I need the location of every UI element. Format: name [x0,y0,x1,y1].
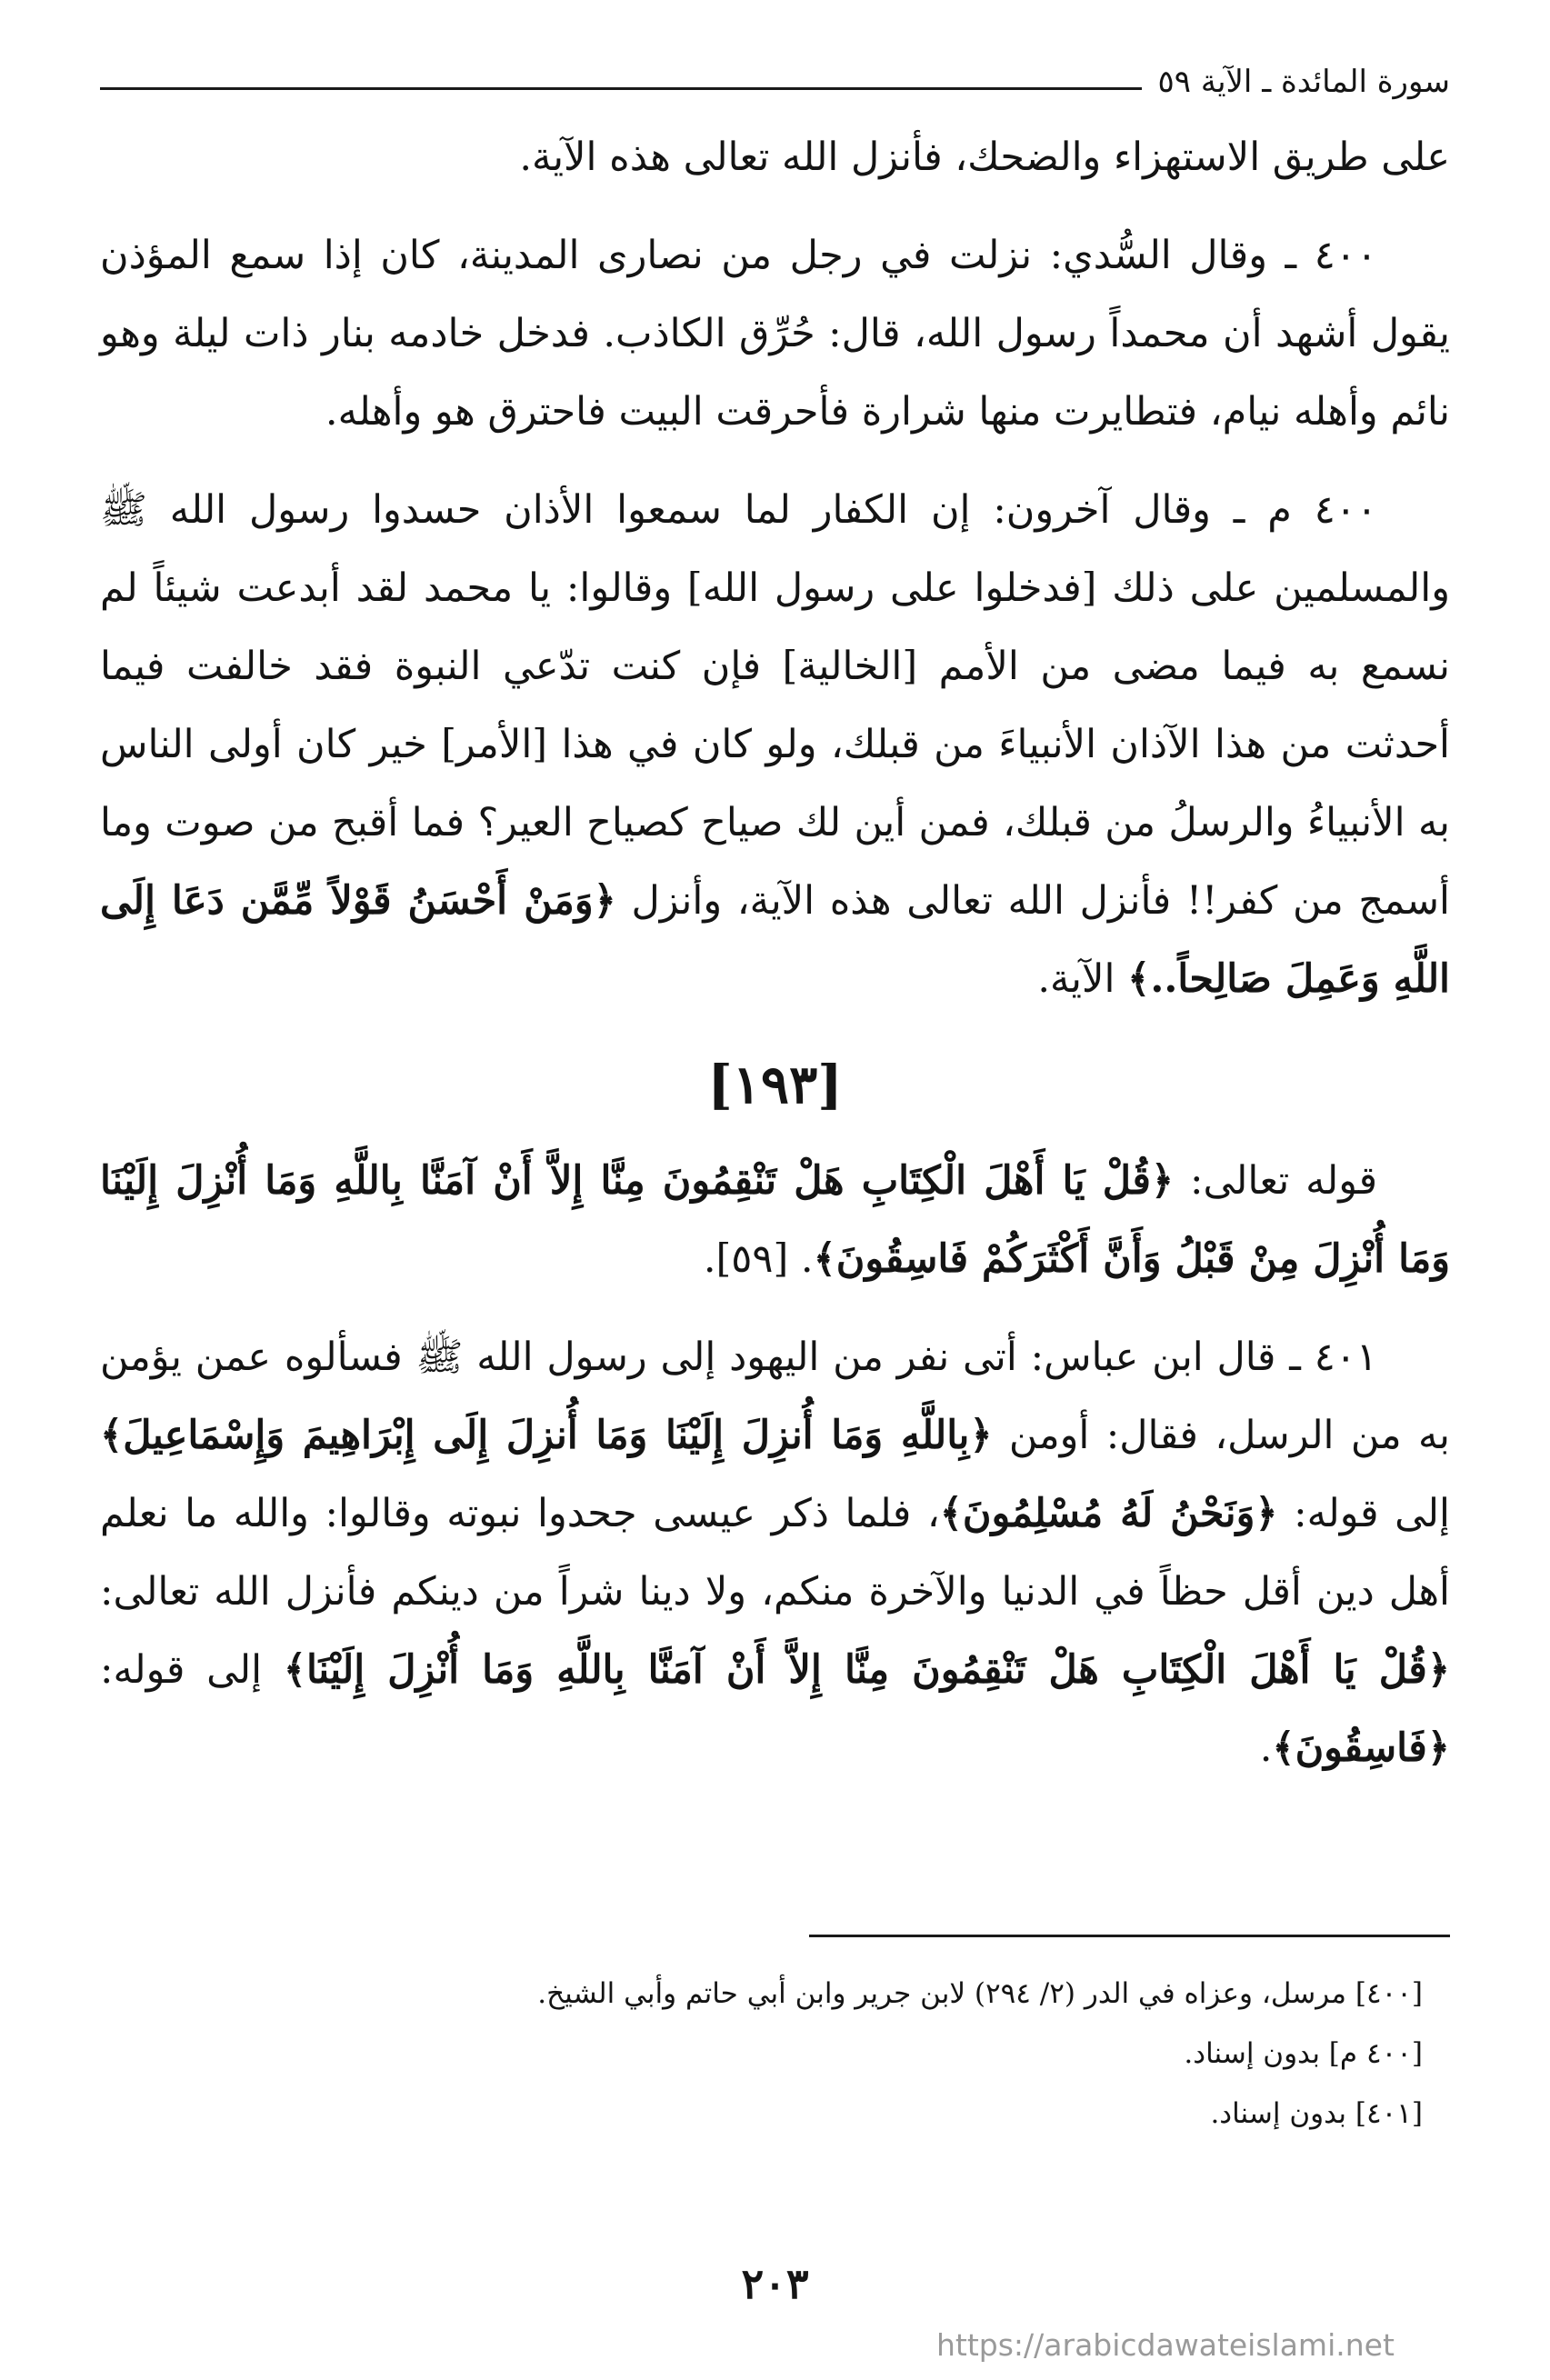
narration-text-a: قال ابن عباس: أتى نفر من اليهود إلى رسول الله ﷺ فسألوه عمن يؤمن به من الرسل، فقال: أومن [100,1335,1451,1458]
page-number: ٢٠٣ [741,2259,809,2308]
paragraph-continuation: على طريق الاستهزاء والضحك، فأنزل الله تعالى هذه الآية. [519,135,1450,180]
section-verse [100,1142,1450,1298]
watermark-url: https://arabicdawateislami.net [936,2327,1395,2363]
quran-quote-3: ﴿قُلْ يَا أَهْلَ الْكِتَابِ هَلْ تَنْقِمُونَ مِنَّا إِلاَّ أَنْ آمَنَّا بِاللَّهِ وَمَا أُنْزِلَ إِلَيْنَا﴾ [283,1647,1451,1693]
narration-text: وقال السُّدي: نزلت في رجل من نصارى المدينة، كان إذا سمع المؤذن يقول أشهد أن محمداً رسول الله، قال: حُرِّق الكاذب. فدخل خادمه بنار ذات ليلة وهو نائم وأهله نيام، فتطايرت منها شرارة فأحرقت البيت فاحترق هو وأهله. [100,233,1450,435]
narration-end: . [1259,1725,1273,1771]
footnote-401: [٤٠١] بدون إسناد. [1210,2097,1423,2130]
main-text [100,118,1450,1807]
narration-number: ٤٠١ ـ [1289,1335,1377,1380]
verse-intro: قوله تعالى: [1189,1158,1377,1204]
narration-number: ٤٠٠ ـ [1285,233,1377,278]
narration-text-b: إلى قوله: [1294,1491,1450,1536]
paragraph-401 [100,1318,1450,1787]
quran-quote-1: ﴿بِاللَّهِ وَمَا أُنزِلَ إِلَيْنَا وَمَا أُنزِلَ إِلَى إِبْرَاهِيمَ وَإِسْمَاعِيلَ﴾ [100,1413,993,1458]
quran-quote: ﴿وَمَنْ أَحْسَنُ قَوْلاً مِّمَّن دَعَا إِلَى اللَّهِ وَعَمِلَ صَالِحاً..﴾ [100,878,1450,1002]
verse-reference: . [٥٩]. [703,1236,814,1282]
running-header [100,55,1450,109]
section-heading: [١٩٣] [707,1054,843,1115]
quran-quote-4: ﴿فَاسِقُونَ﴾ [1272,1725,1450,1771]
header-rule [100,87,1142,90]
narration-number: ٤٠٠ م ـ [1233,487,1377,533]
footnote-400: [٤٠٠] مرسل، وعزاه في الدر (٢/ ٢٩٤) لابن جرير وابن أبي حاتم وأبي الشيخ. [537,1977,1423,2010]
footnote-400m: [٤٠٠ م] بدون إسناد. [1184,2037,1423,2070]
footnote-rule [809,1935,1450,1937]
narration-text-d: إلى قوله: [100,1647,263,1693]
footnotes [100,1964,1423,2144]
paragraph-400m [100,471,1450,1018]
narration-text: وقال آخرون: إن الكفار لما سمعوا الأذان حسدوا رسول الله ﷺ والمسلمين على ذلك [فدخلوا على رسول الله] وقالوا: يا محمد لقد أبدعت شيئاً لم نسمع به فيما مضى من الأمم [الخالية] فإن كنت تدّعي النبوة فقد خالفت فيما أحدثت من هذا الآذان الأنبياءَ من قبلك، ولو كان في هذا [الأمر] خير كان أولى الناس به الأنبياءُ والرسلُ من قبلك، فمن أين لك صياح كصياح العير؟ فما أقبح من صوت وما أسمج من كفر!! فأنزل الله تعالى هذه الآية، وأنزل [100,487,1450,924]
quran-quote-2: ﴿وَنَحْنُ لَهُ مُسْلِمُونَ﴾ [939,1491,1278,1536]
paragraph-400 [100,216,1450,451]
header-title: سورة المائدة ـ الآية ٥٩ [1157,64,1450,100]
quran-verse: ﴿قُلْ يَا أَهْلَ الْكِتَابِ هَلْ تَنْقِمُونَ مِنَّا إِلاَّ أَنْ آمَنَّا بِاللَّهِ وَمَا أُنْزِلَ إِلَيْنَا وَمَا أُنْزِلَ مِنْ قَبْلُ وَأَنَّ أَكْثَرَكُمْ فَاسِقُونَ﴾ [100,1158,1450,1282]
narration-text-c: ، فلما ذكر عيسى جحدوا نبوته وقالوا: والله ما نعلم أهل دين أقل حظاً في الدنيا والآخرة منكم، ولا دينا شراً من دينكم فأنزل الله تعالى: [100,1491,1450,1615]
narration-tail: الآية. [1037,956,1115,1002]
